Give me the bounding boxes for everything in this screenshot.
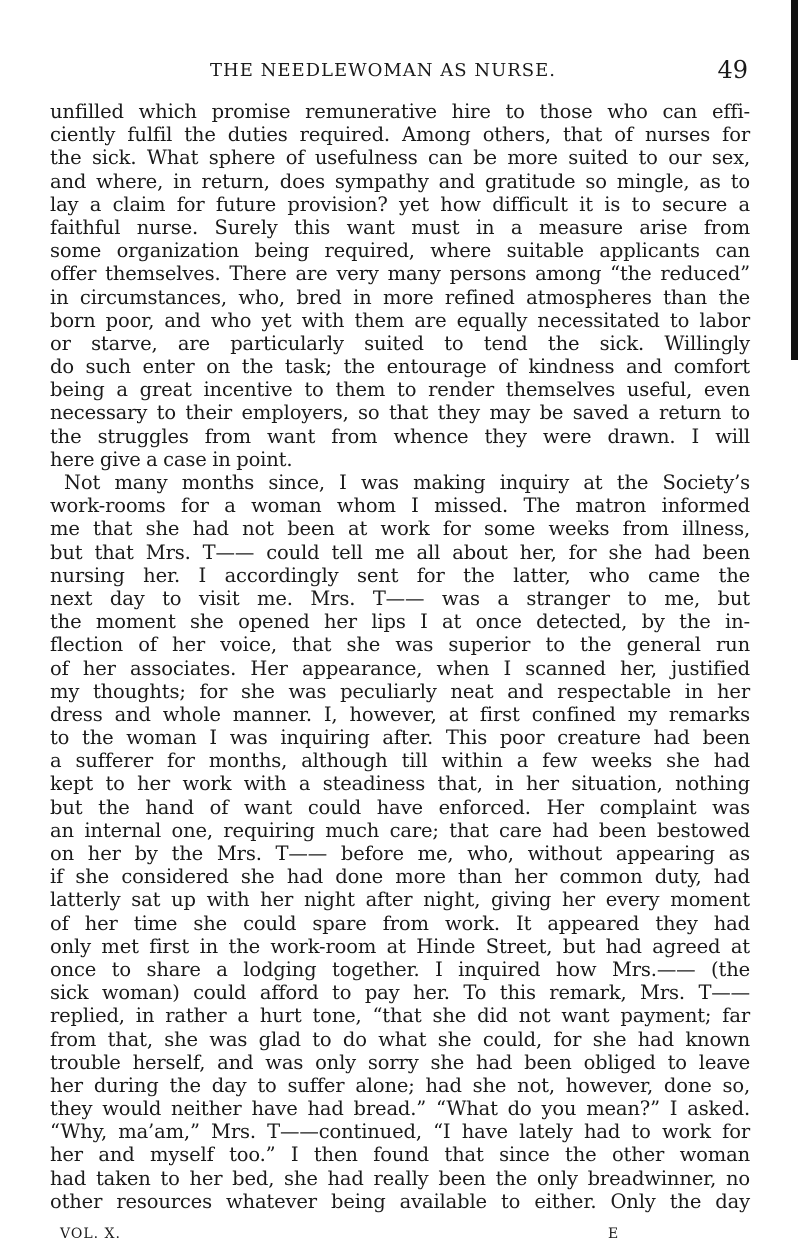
text-line: do such enter on the task; the entourage of kindness and comfort <box>50 355 750 379</box>
text-line: if she considered she had done more than her common duty, had <box>50 865 750 889</box>
text-line: faithful nurse. Surely this want must in a measure arise from <box>50 215 750 239</box>
text-line: ciently fulfil the duties required. Among others, that of nurses for <box>50 123 750 147</box>
text-line: here give a case in point. <box>50 447 293 471</box>
text-line: dress and whole manner. I, however, at first confined my remarks <box>50 702 750 726</box>
text-line: and where, in return, does sympathy and gratitude so mingle, as to <box>50 169 750 193</box>
body-text <box>50 100 750 1213</box>
text-line: of her time she could spare from work. It appeared they had <box>50 911 750 935</box>
text-line: an internal one, requiring much care; that care had been bestowed <box>50 818 750 842</box>
text-line: other resources whatever being available to either. Only the day <box>50 1189 750 1213</box>
text-line: her and myself too.” I then found that since the other woman <box>50 1143 750 1167</box>
text-line: had taken to her bed, she had really been the only breadwinner, no <box>50 1166 750 1190</box>
text-line: lay a claim for future provision? yet how difficult it is to secure a <box>50 192 750 216</box>
text-line: Not many months since, I was making inquiry at the Society’s <box>64 471 750 494</box>
text-line: sick woman) could afford to pay her. To this remark, Mrs. T—— <box>50 981 750 1005</box>
text-line: once to share a lodging together. I inquired how Mrs.—— (the <box>50 957 750 981</box>
text-line: to the woman I was inquiring after. This poor creature had been <box>50 726 750 750</box>
scan-edge-shadow <box>791 0 798 360</box>
text-line: the sick. What sphere of usefulness can be more suited to our sex, <box>50 146 750 170</box>
text-line: my thoughts; for she was peculiarly neat and respectable in her <box>50 679 750 703</box>
text-line: only met first in the work-room at Hinde Street, but had agreed at <box>50 934 750 958</box>
text-line: work-rooms for a woman whom I missed. The matron informed <box>50 494 750 518</box>
volume-marker: VOL. X. <box>60 1226 121 1242</box>
text-line: me that she had not been at work for some weeks from illness, <box>50 517 750 541</box>
text-line: next day to visit me. Mrs. T—— was a stranger to me, but <box>50 586 750 610</box>
text-line: her during the day to suffer alone; had she not, however, done so, <box>50 1073 750 1097</box>
text-line: on her by the Mrs. T—— before me, who, without appearing as <box>50 842 750 865</box>
text-line: unfilled which promise remunerative hire to those who can effi- <box>50 100 750 123</box>
text-line: the struggles from want from whence they were drawn. I will <box>50 424 750 448</box>
text-line: kept to her work with a steadiness that, in her situation, nothing <box>50 772 750 796</box>
signature-mark: E <box>608 1226 620 1242</box>
text-line: flection of her voice, that she was superior to the general run <box>50 633 750 657</box>
text-line: trouble herself, and was only sorry she had been obliged to leave <box>50 1050 750 1074</box>
running-header <box>200 56 760 84</box>
text-line: being a great incentive to them to render themselves useful, even <box>50 378 750 402</box>
page-number: 49 <box>717 56 748 84</box>
text-line: a sufferer for months, although till within a few weeks she had <box>50 749 750 773</box>
text-line: offer themselves. There are very many persons among “the reduced” <box>50 262 750 286</box>
text-line: from that, she was glad to do what she could, for she had known <box>50 1027 750 1051</box>
text-line: the moment she opened her lips I at once detected, by the in- <box>50 610 750 634</box>
text-line: in circumstances, who, bred in more refined atmospheres than the <box>50 285 750 309</box>
text-line: nursing her. I accordingly sent for the latter, who came the <box>50 563 750 587</box>
text-line: latterly sat up with her night after night, giving her every moment <box>50 888 750 912</box>
running-title: THE NEEDLEWOMAN AS NURSE. <box>210 60 556 81</box>
text-line: but the hand of want could have enforced. Her complaint was <box>50 795 750 819</box>
text-line: of her associates. Her appearance, when I scanned her, justified <box>50 656 750 680</box>
text-line: but that Mrs. T—— could tell me all about her, for she had been <box>50 540 750 564</box>
text-line: replied, in rather a hurt tone, “that she did not want payment; far <box>50 1004 750 1028</box>
text-line: “Why, ma’am,” Mrs. T——continued, “I have lately had to work for <box>50 1120 750 1144</box>
text-line: or starve, are particularly suited to tend the sick. Willingly <box>50 331 750 355</box>
text-line: they would neither have had bread.” “What do you mean?” I asked. <box>50 1097 750 1121</box>
text-line: necessary to their employers, so that they may be saved a return to <box>50 401 750 425</box>
text-line: born poor, and who yet with them are equally necessitated to labor <box>50 308 750 332</box>
page-footer <box>60 1226 660 1246</box>
text-line: some organization being required, where suitable applicants can <box>50 239 750 263</box>
